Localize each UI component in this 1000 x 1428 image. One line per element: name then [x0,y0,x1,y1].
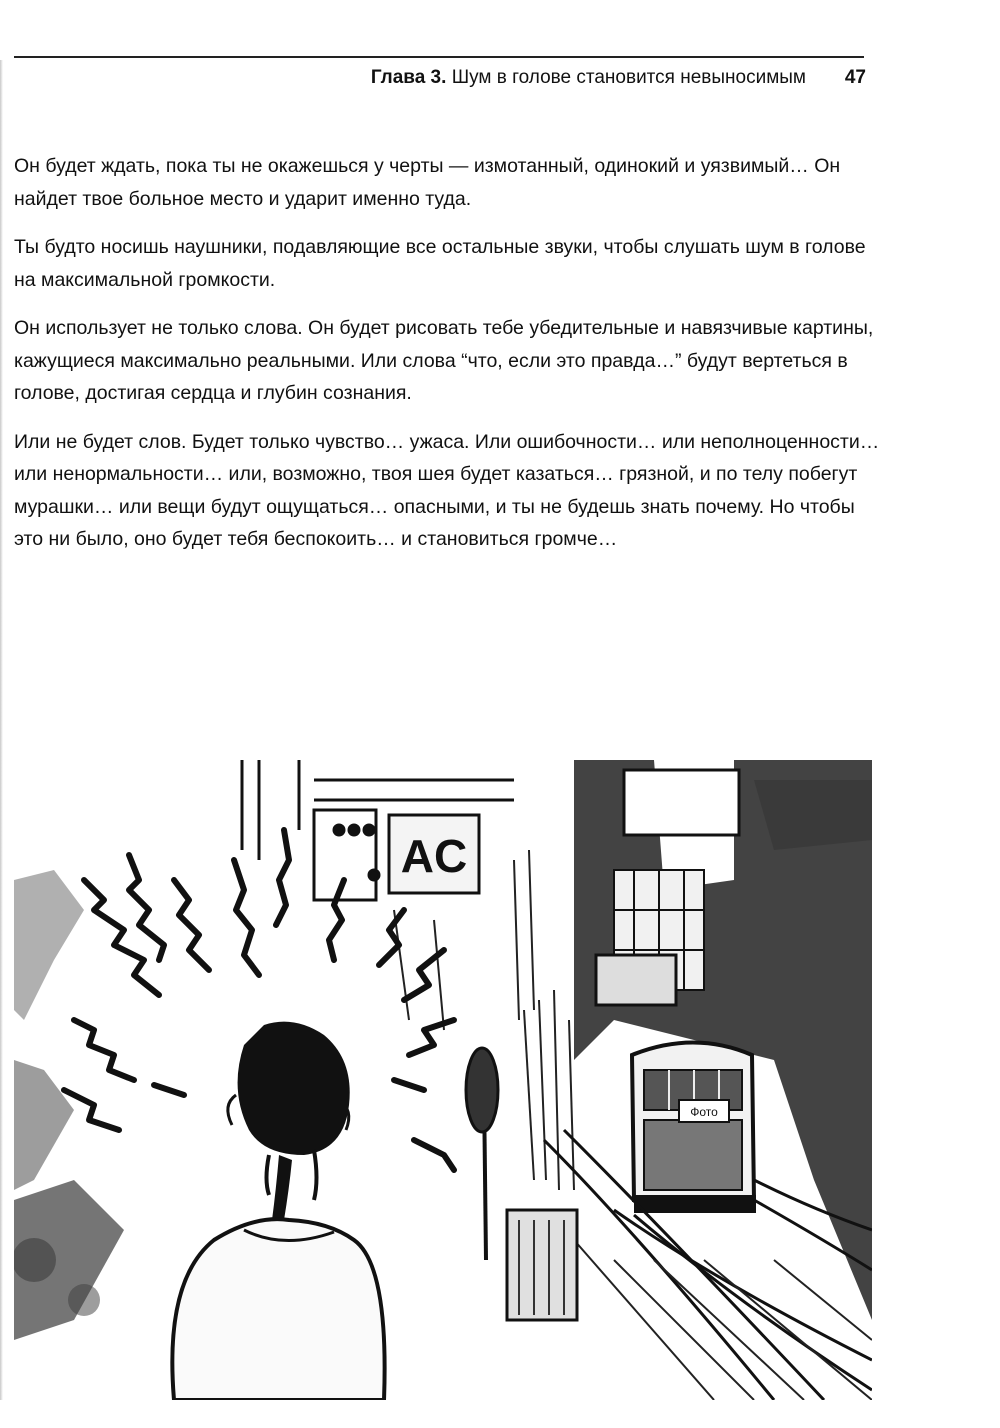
chapter-label: Глава 3. [370,67,447,88]
paragraph-3: Он использует не только слова. Он будет рисовать тебе убедительные и навязчивые картины, кажущиеся максимально реальными. Или слова “что, если это правда…” будут вертеться в голове, достигая сердца и глубин сознания. [14,317,874,404]
ac-sign [389,815,479,893]
body-text [14,150,884,572]
person-figure [172,1022,384,1400]
chapter-title: Шум в голове становится невыносимым [451,67,806,88]
tram-board-text: Фото [690,1105,718,1119]
buildings-right [574,760,872,1320]
left-wall [14,870,124,1340]
header-rule [14,56,864,58]
tram [632,1043,756,1214]
paragraph-4: Или не будет слов. Будет только чувство… ужаса. Или ошибочности… или неполноценности… или ненормальности… или, возможно, твоя шея будет казаться… грязной, и по телу побегут мурашки… или вещи будут ощущаться… опасными, и ты не будешь знать почему. Но чтобы это ни было, оно будет тебя беспокоить… и становиться громче… [14,430,880,550]
paragraph-1: Он будет ждать, пока ты не окажешься у черты — измотанный, одинокий и уязвимый… Он найдет твое больное место и ударит именно туда. [14,155,841,210]
page-number: 47 [844,67,866,88]
chapter-heading [371,64,806,92]
street-illustration [14,760,872,1400]
running-head [14,64,866,94]
paragraph-2: Ты будто носишь наушники, подавляющие все остальные звуки, чтобы слушать шум в голове на максимальной громкости. [14,236,866,291]
street-bin [507,1210,577,1320]
page-edge-shadow [0,60,3,1400]
sign-text: AC [400,830,468,882]
road-hatching [574,1240,872,1400]
traffic-signal [466,1048,498,1260]
